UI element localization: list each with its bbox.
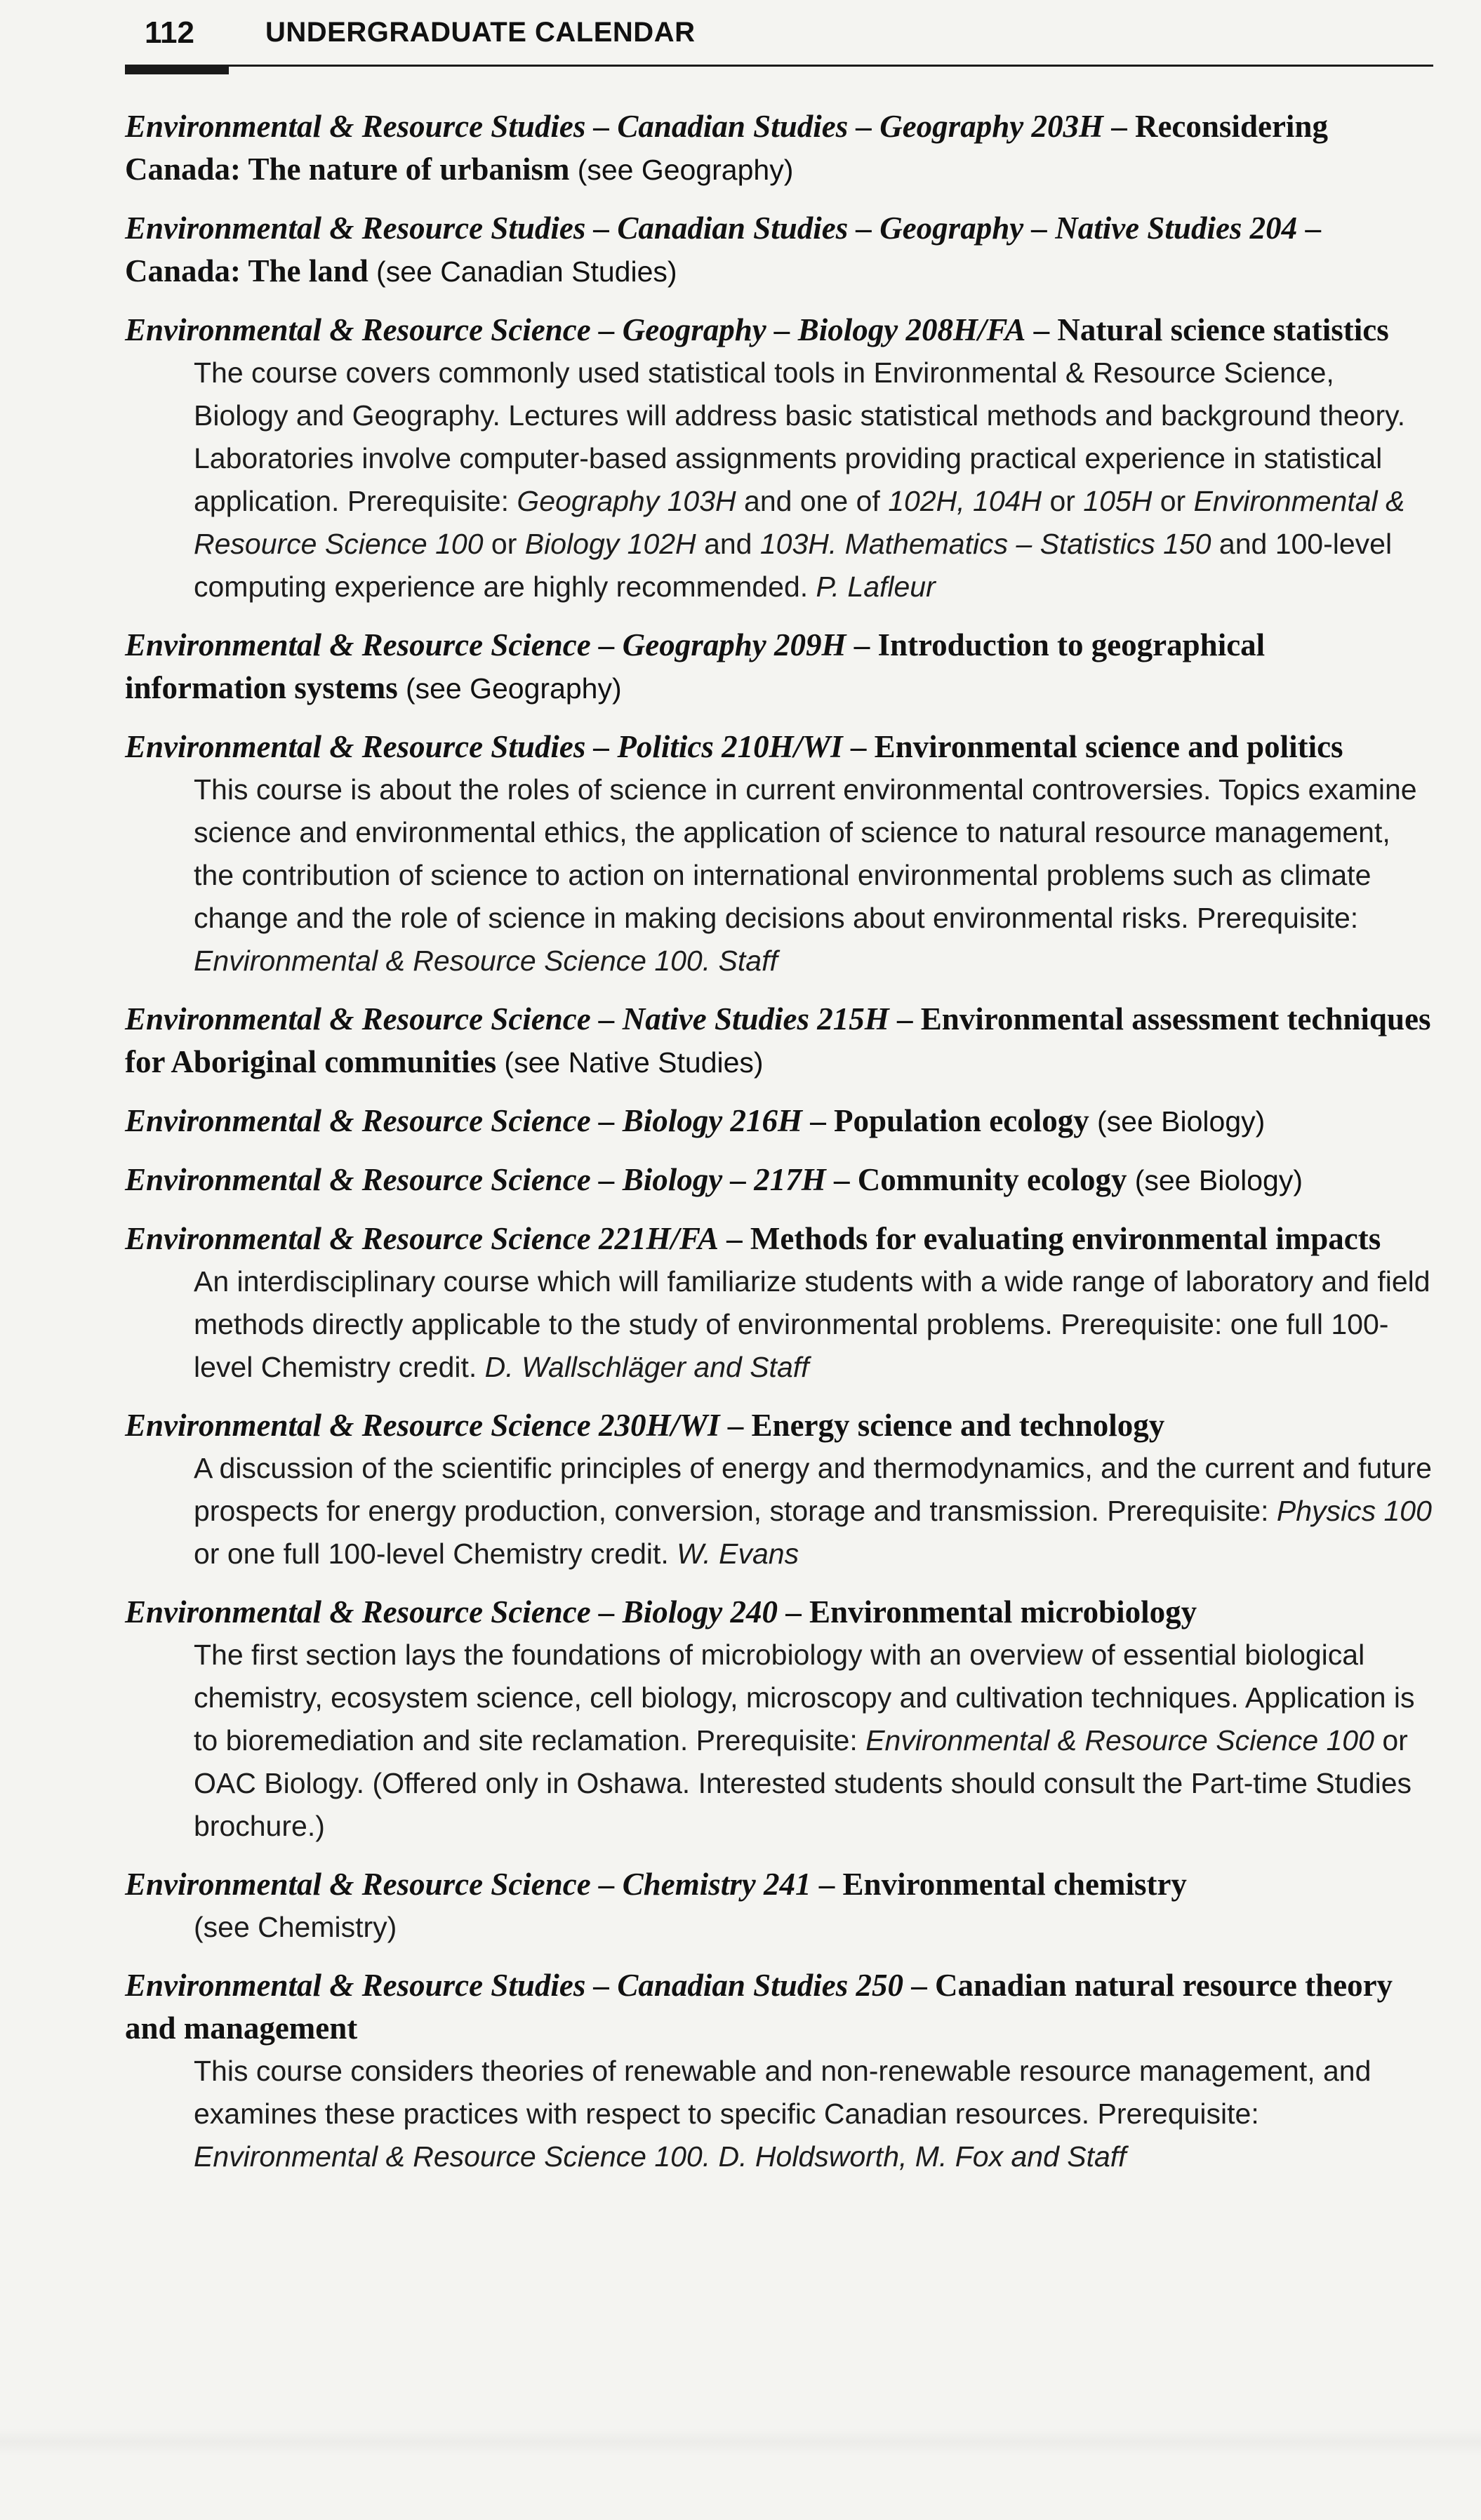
course-title: Methods for evaluating environmental impacts	[750, 1221, 1381, 1256]
course-subjects: Environmental & Resource Science – Native Studies 215H	[125, 1001, 889, 1036]
instructors: D. Wallschläger and Staff	[484, 1351, 809, 1383]
cross-reference: (see Chemistry)	[194, 1911, 397, 1943]
course-title: Introduction to geographical information systems	[125, 627, 1266, 705]
description-text: and	[696, 528, 760, 560]
description-course-ref: Biology 102H	[524, 528, 696, 560]
description-text: This course considers theories of renewable and non-renewable resource management, and examines these practices with respect to specific Canadian resources. Prerequisite:	[194, 2055, 1372, 2130]
page-edge-shadow	[0, 2428, 1481, 2456]
description-course-ref: Environmental & Resource Science 100.	[194, 2140, 711, 2173]
course-entry	[125, 1100, 1433, 1143]
course-title: Environmental science and politics	[874, 729, 1343, 764]
course-title: Environmental assessment techniques for Aboriginal communities	[125, 1001, 1431, 1079]
course-heading: Environmental & Resource Science 221H/FA – Methods for evaluating environmental impacts	[125, 1221, 1381, 1256]
course-description	[125, 1906, 1433, 1949]
course-entry	[125, 309, 1433, 608]
course-heading: Environmental & Resource Studies – Canadian Studies – Geography – Native Studies 204 – Canada: The land (see Canadian Studies)	[125, 211, 1321, 288]
course-entry	[125, 1863, 1433, 1949]
course-entry	[125, 105, 1433, 192]
course-listing	[125, 105, 1433, 2194]
course-subjects: Environmental & Resource Science – Geography 209H	[125, 627, 846, 662]
description-course-ref: Physics 100	[1276, 1495, 1432, 1527]
description-text: or	[483, 528, 525, 560]
course-subjects: Environmental & Resource Science 221H/FA	[125, 1221, 719, 1256]
description-text: or OAC Biology. (Offered only in Oshawa. Interested students should consult the Part-time Studies brochure.)	[194, 1724, 1412, 1842]
course-subjects: Environmental & Resource Studies – Canadian Studies – Geography – Native Studies 204	[125, 211, 1298, 246]
course-subjects: Environmental & Resource Science – Biology – 217H	[125, 1162, 826, 1197]
course-subjects: Environmental & Resource Science 230H/WI	[125, 1408, 720, 1443]
course-description	[125, 2050, 1433, 2178]
course-heading: Environmental & Resource Science – Chemistry 241 – Environmental chemistry	[125, 1867, 1187, 1902]
course-heading: Environmental & Resource Science – Geography 209H – Introduction to geographical information systems (see Geography)	[125, 627, 1266, 705]
course-title: Natural science statistics	[1057, 312, 1389, 347]
cross-reference: (see Geography)	[577, 154, 794, 186]
instructors: W. Evans	[677, 1538, 799, 1570]
course-subjects: Environmental & Resource Science – Biology 240	[125, 1594, 778, 1629]
course-description	[125, 1634, 1433, 1848]
course-heading: Environmental & Resource Science – Biology – 217H – Community ecology (see Biology)	[125, 1162, 1303, 1197]
course-entry	[125, 207, 1433, 293]
course-heading: Environmental & Resource Science 230H/WI – Energy science and technology	[125, 1408, 1165, 1443]
course-description	[125, 1260, 1433, 1389]
header-rule	[125, 65, 1433, 67]
description-course-ref: Environmental & Resource Science 100	[865, 1724, 1374, 1756]
course-heading: Environmental & Resource Science – Biology 216H – Population ecology (see Biology)	[125, 1103, 1266, 1138]
description-text: A discussion of the scientific principles of energy and thermodynamics, and the current and future prospects for energy production, conversion, storage and transmission. Prerequisite:	[194, 1452, 1432, 1527]
course-title: Population ecology	[834, 1103, 1089, 1138]
course-entry	[125, 1404, 1433, 1575]
course-description	[125, 768, 1433, 982]
course-title: Canada: The land	[125, 253, 368, 288]
course-entry	[125, 1964, 1433, 2178]
instructors: D. Holdsworth, M. Fox and Staff	[718, 2140, 1127, 2173]
instructors: P. Lafleur	[816, 571, 936, 603]
description-text: and 100-level computing experience are highly recommended.	[194, 528, 1393, 603]
description-course-ref: 102H, 104H	[888, 485, 1042, 517]
course-title: Canadian natural resource theory and management	[125, 1968, 1393, 2046]
course-heading: Environmental & Resource Science – Geography – Biology 208H/FA – Natural science statistics	[125, 312, 1389, 347]
description-course-ref: Geography 103H	[517, 485, 736, 517]
description-text: The course covers commonly used statistical tools in Environmental & Resource Science, Biology and Geography. Lectures will address basic statistical methods and background theory. Laboratories involve computer-based assignments providing practical experience in statistical application. Prerequisite:	[194, 356, 1405, 517]
course-description	[125, 352, 1433, 608]
course-description	[125, 1447, 1433, 1575]
cross-reference: (see Geography)	[405, 672, 622, 705]
running-header	[125, 11, 1433, 70]
description-text	[710, 2140, 718, 2173]
description-text: or one full 100-level Chemistry credit.	[194, 1538, 677, 1570]
course-title: Energy science and technology	[751, 1408, 1165, 1443]
course-title: Environmental chemistry	[842, 1867, 1187, 1902]
course-entry	[125, 726, 1433, 982]
cross-reference: (see Biology)	[1134, 1164, 1303, 1196]
course-entry	[125, 998, 1433, 1084]
course-heading: Environmental & Resource Science – Biology 240 – Environmental microbiology	[125, 1594, 1197, 1629]
course-title: Environmental microbiology	[809, 1594, 1197, 1629]
description-text: The first section lays the foundations of microbiology with an overview of essential biological chemistry, ecosystem science, cell biology, microscopy and cultivation techniques. Application is to bioremediation and site reclamation. Prerequisite:	[194, 1639, 1415, 1756]
description-course-ref: Environmental & Resource Science 100	[194, 485, 1405, 560]
course-subjects: Environmental & Resource Science – Biology 216H	[125, 1103, 802, 1138]
cross-reference: (see Canadian Studies)	[376, 255, 677, 288]
description-text: or	[1152, 485, 1194, 517]
instructors: Staff	[718, 945, 778, 977]
course-subjects: Environmental & Resource Studies – Canadian Studies 250	[125, 1968, 903, 2003]
course-heading: Environmental & Resource Studies – Politics 210H/WI – Environmental science and politics	[125, 729, 1343, 764]
description-course-ref: Environmental & Resource Science 100.	[194, 945, 711, 977]
course-entry	[125, 1159, 1433, 1202]
course-subjects: Environmental & Resource Science – Geography – Biology 208H/FA	[125, 312, 1026, 347]
course-subjects: Environmental & Resource Science – Chemistry 241	[125, 1867, 811, 1902]
description-text	[710, 945, 718, 977]
course-entry	[125, 1218, 1433, 1389]
course-title: Reconsidering Canada: The nature of urbanism	[125, 109, 1328, 187]
description-course-ref: 103H. Mathematics – Statistics 150	[759, 528, 1211, 560]
course-heading: Environmental & Resource Studies – Canadian Studies 250 – Canadian natural resource theory and management	[125, 1968, 1393, 2046]
header-title: UNDERGRADUATE CALENDAR	[265, 17, 696, 48]
cross-reference: (see Biology)	[1097, 1105, 1266, 1138]
description-course-ref: 105H	[1083, 485, 1153, 517]
description-text: This course is about the roles of science in current environmental controversies. Topics examine science and environmental ethics, the application of science to natural resource management, the contribution of science to action on international environmental problems such as climate change and the role of science in making decisions about environmental risks. Prerequisite:	[194, 773, 1417, 934]
description-text: and one of	[736, 485, 889, 517]
course-entry	[125, 1591, 1433, 1848]
cross-reference: (see Native Studies)	[504, 1046, 764, 1079]
course-heading: Environmental & Resource Studies – Canadian Studies – Geography 203H – Reconsidering Canada: The nature of urbanism (see Geography)	[125, 109, 1328, 187]
course-subjects: Environmental & Resource Studies – Politics 210H/WI	[125, 729, 843, 764]
course-entry	[125, 624, 1433, 710]
course-subjects: Environmental & Resource Studies – Canadian Studies – Geography 203H	[125, 109, 1103, 144]
course-title: Community ecology	[857, 1162, 1127, 1197]
header-rule-accent	[125, 65, 229, 74]
description-text: or	[1042, 485, 1084, 517]
description-text: An interdisciplinary course which will familiarize students with a wide range of laboratory and field methods directly applicable to the study of environmental problems. Prerequisite: one full 100-level Chemistry credit.	[194, 1265, 1430, 1383]
course-heading: Environmental & Resource Science – Native Studies 215H – Environmental assessment techniques for Aboriginal communities (see Native Studies)	[125, 1001, 1431, 1079]
page-number: 112	[145, 15, 194, 50]
